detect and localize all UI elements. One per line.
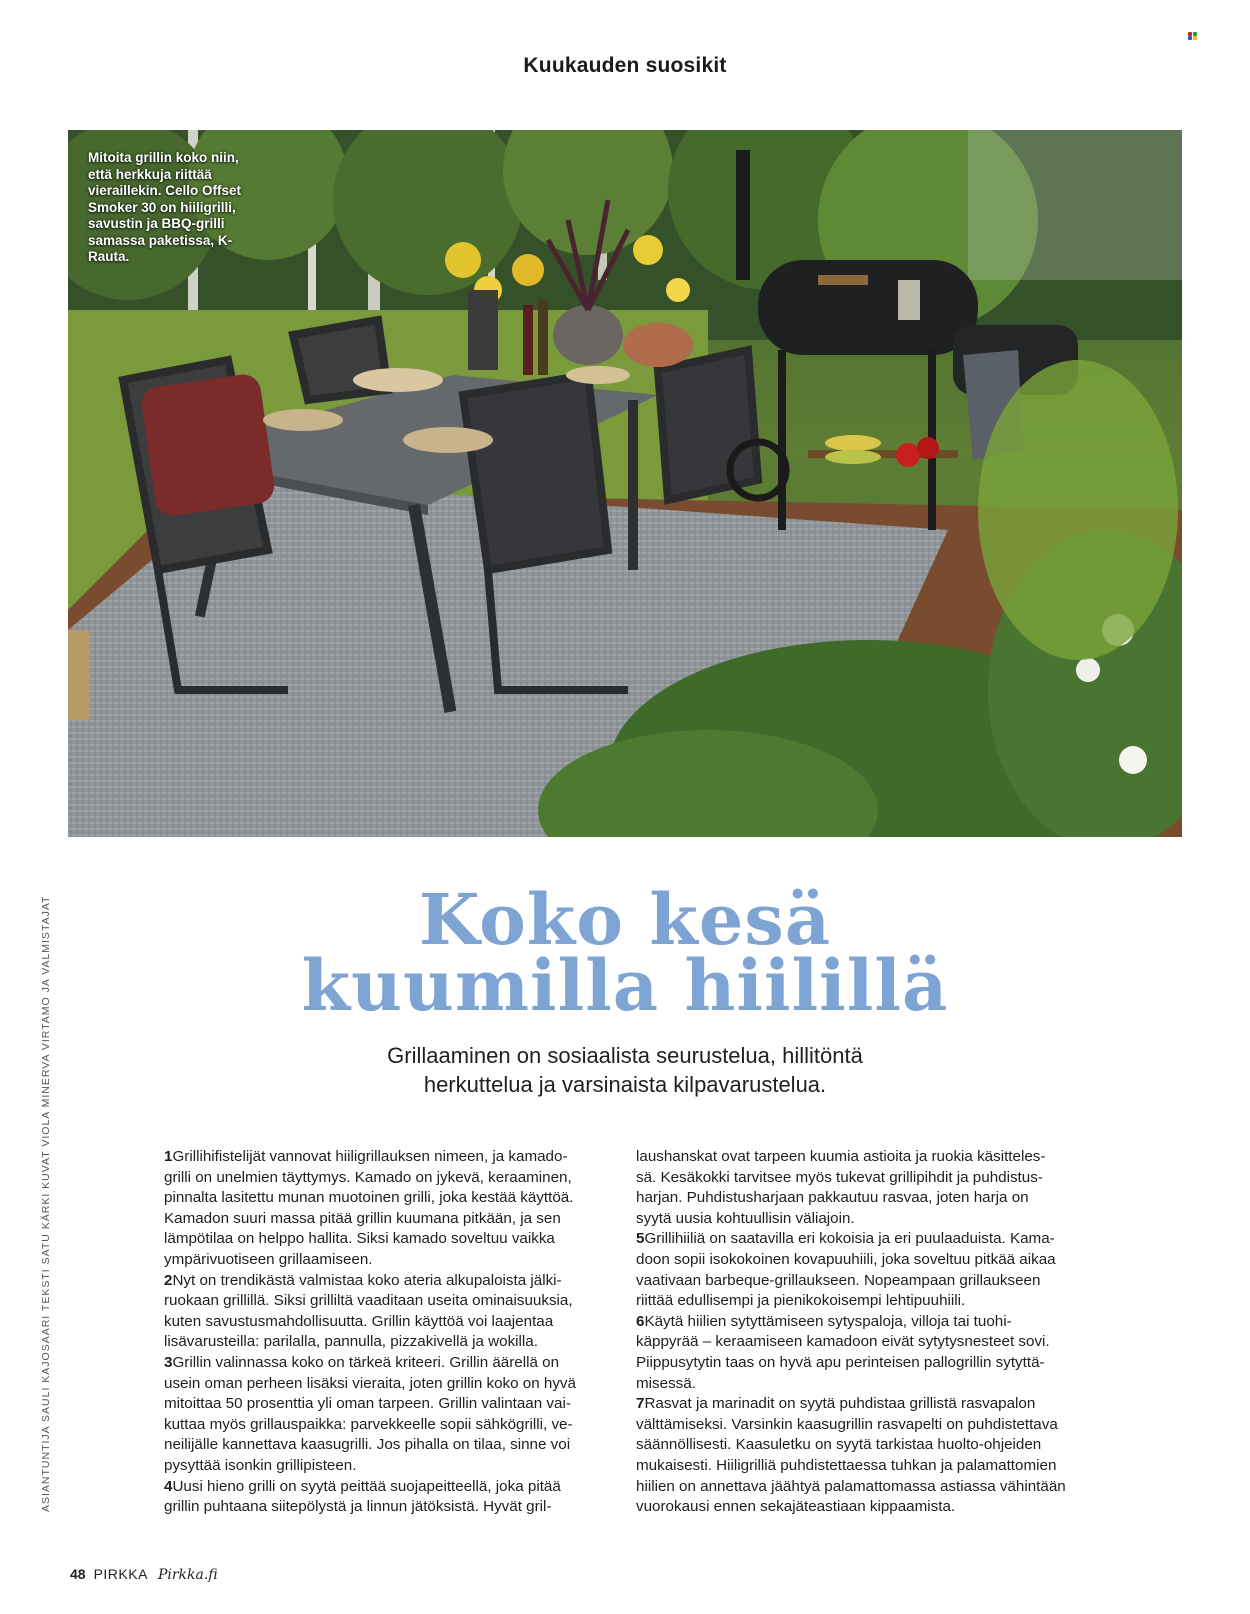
body-line: lämpötilaa on helppo hallita. Siksi kamado soveltuu vaikka	[164, 1230, 555, 1248]
body-line: pinnalta lasitettu munan muotoinen grilli, joka kestää käyttöä.	[164, 1189, 574, 1207]
item-number: 3	[164, 1353, 173, 1371]
body-line: neilijälle kannettava kaasugrilli. Jos pihalla on tilaa, sinne voi	[164, 1436, 571, 1454]
website-link[interactable]: Pirkka.fi	[157, 1567, 218, 1583]
body-line: vuorokausi ennen sekajäteastiaan kippaamista.	[636, 1498, 956, 1516]
photo-caption: Mitoita grillin koko niin, että herkkuja riittää vieraillekin. Cello Offset Smoker 30 on hiiligrilli, savustin ja BBQ-grilli samassa paketissa, K-Rauta.	[88, 150, 242, 264]
body-line: ympärivuotiseen grillaamiseen.	[164, 1250, 373, 1268]
body-line: grilli on unelmien täyttymys. Kamado on jykevä, keraaminen,	[164, 1168, 572, 1186]
body-line: 5Grillihiiliä on saatavilla eri kokoisia ja eri puulaaduista. Kama-	[636, 1230, 1055, 1248]
hero-photo	[68, 130, 1182, 837]
body-line: doon sopii isokokoinen kovapuuhiili, joka soveltuu pitkää aikaa	[636, 1250, 1056, 1268]
section-title: Kuukauden suosikit	[523, 54, 727, 77]
body-line: grillin puhtaana siitepölystä ja linnun jätöksistä. Hyvät gril-	[164, 1498, 552, 1516]
body-line: ruokaan grillillä. Siksi grilliltä vaaditaan useita ominaisuuksia,	[164, 1292, 573, 1310]
body-line: Kamadon suuri massa pitää grillin kuumana pitkään, ja sen	[164, 1209, 561, 1227]
body-line: säännöllisesti. Kaasuletku on syytä tarkistaa huolto-ohjeiden	[636, 1436, 1042, 1454]
body-line: mitoittaa 50 prosenttia yli oman tarpeen. Grillin valintaan vai-	[164, 1395, 571, 1413]
item-number: 5	[636, 1230, 645, 1248]
body-line: välttämiseksi. Varsinkin kaasugrillin rasvapelti on puhdistettava	[636, 1415, 1058, 1433]
magazine-name: PIRKKA	[93, 1566, 148, 1582]
item-number: 1	[164, 1148, 173, 1165]
body-line: syytä uusia kohtuullisin väliajoin.	[636, 1209, 855, 1227]
headline-line-1: Koko kesä	[418, 878, 832, 961]
lead-line-2: herkuttelua ja varsinaista kilpavarustelua.	[423, 1072, 827, 1097]
page-footer	[70, 1566, 218, 1583]
body-line: Piippusytytin taas on hyvä apu perinteisen pallogrillin sytyttä-	[636, 1353, 1045, 1371]
item-number: 6	[636, 1312, 645, 1330]
body-line: kuten savustusmahdollisuutta. Grillin käyttöä voi laajentaa	[164, 1312, 554, 1330]
body-line: harjan. Puhdistusharjaan pakkautuu rasvaa, joten harja on	[636, 1189, 1029, 1207]
body-line: mukaisesti. Hiiligrilliä puhdistettaessa tuhkan ja palamattomien	[636, 1456, 1057, 1474]
body-column-left	[164, 1147, 614, 1518]
body-line: kuttaa myös grillauspaikka: parvekkeelle sopii sähkögrilli, ve-	[164, 1415, 573, 1433]
body-line: laushanskat ovat tarpeen kuumia astioita ja ruokia käsitteles-	[636, 1148, 1046, 1165]
body-line: sä. Kesäkokki tarvitsee myös tukevat grillipihdit ja puhdistus-	[636, 1168, 1043, 1186]
body-line: riittää edullisempi ja pienikokoisempi lehtipuuhiili.	[636, 1292, 966, 1310]
page-number: 48	[70, 1566, 86, 1582]
headline-line-2: kuumilla hiilillä	[301, 944, 949, 1027]
body-line: 1Grillihifistelijät vannovat hiiligrillauksen nimeen, ja kamado-	[164, 1148, 568, 1165]
body-line: 3Grillin valinnassa koko on tärkeä kriteeri. Grillin äärellä on	[164, 1353, 560, 1371]
body-line: 4Uusi hieno grilli on syytä peittää suojapeitteellä, joka pitää	[164, 1477, 561, 1495]
lead-line-1: Grillaaminen on sosiaalista seurustelua, hillitöntä	[387, 1043, 863, 1068]
item-number: 4	[164, 1477, 173, 1495]
body-line: vaativaan barbeque-grillaukseen. Nopeampaan grillaukseen	[636, 1271, 1041, 1289]
photo-credits: ASIANTUNTIJA SAULI KAJOSAARI TEKSTI SATU KÄRKI KUVAT VIOLA MINERVA VIRTAMO JA VALMISTAJAT	[40, 895, 52, 1512]
corner-logo-dots	[1188, 32, 1198, 40]
body-line: 7Rasvat ja marinadit on syytä puhdistaa grillistä rasvapalon	[636, 1395, 1036, 1413]
body-line: hiilien on annettava jäähtyä palamattomassa astiassa vähintään	[636, 1477, 1066, 1495]
body-line: 6Käytä hiilien sytyttämiseen sytyspaloja, villoja tai tuohi-	[636, 1312, 1012, 1330]
body-line: misessä.	[636, 1374, 696, 1392]
body-line: käppyrää – keraamiseen kamadoon eivät sytytysnesteet sovi.	[636, 1333, 1050, 1351]
body-line: 2Nyt on trendikästä valmistaa koko ateria alkupaloista jälki-	[164, 1271, 562, 1289]
body-line: pysyttää isonkin grillipisteen.	[164, 1456, 357, 1474]
body-line: lisävarusteilla: parilalla, pannulla, pizzakivellä ja wokilla.	[164, 1333, 538, 1351]
item-number: 2	[164, 1271, 173, 1289]
item-number: 7	[636, 1395, 645, 1413]
body-column-right	[636, 1147, 1086, 1518]
body-line: usein oman perheen lisäksi vieraita, joten grillin koko on hyvä	[164, 1374, 576, 1392]
